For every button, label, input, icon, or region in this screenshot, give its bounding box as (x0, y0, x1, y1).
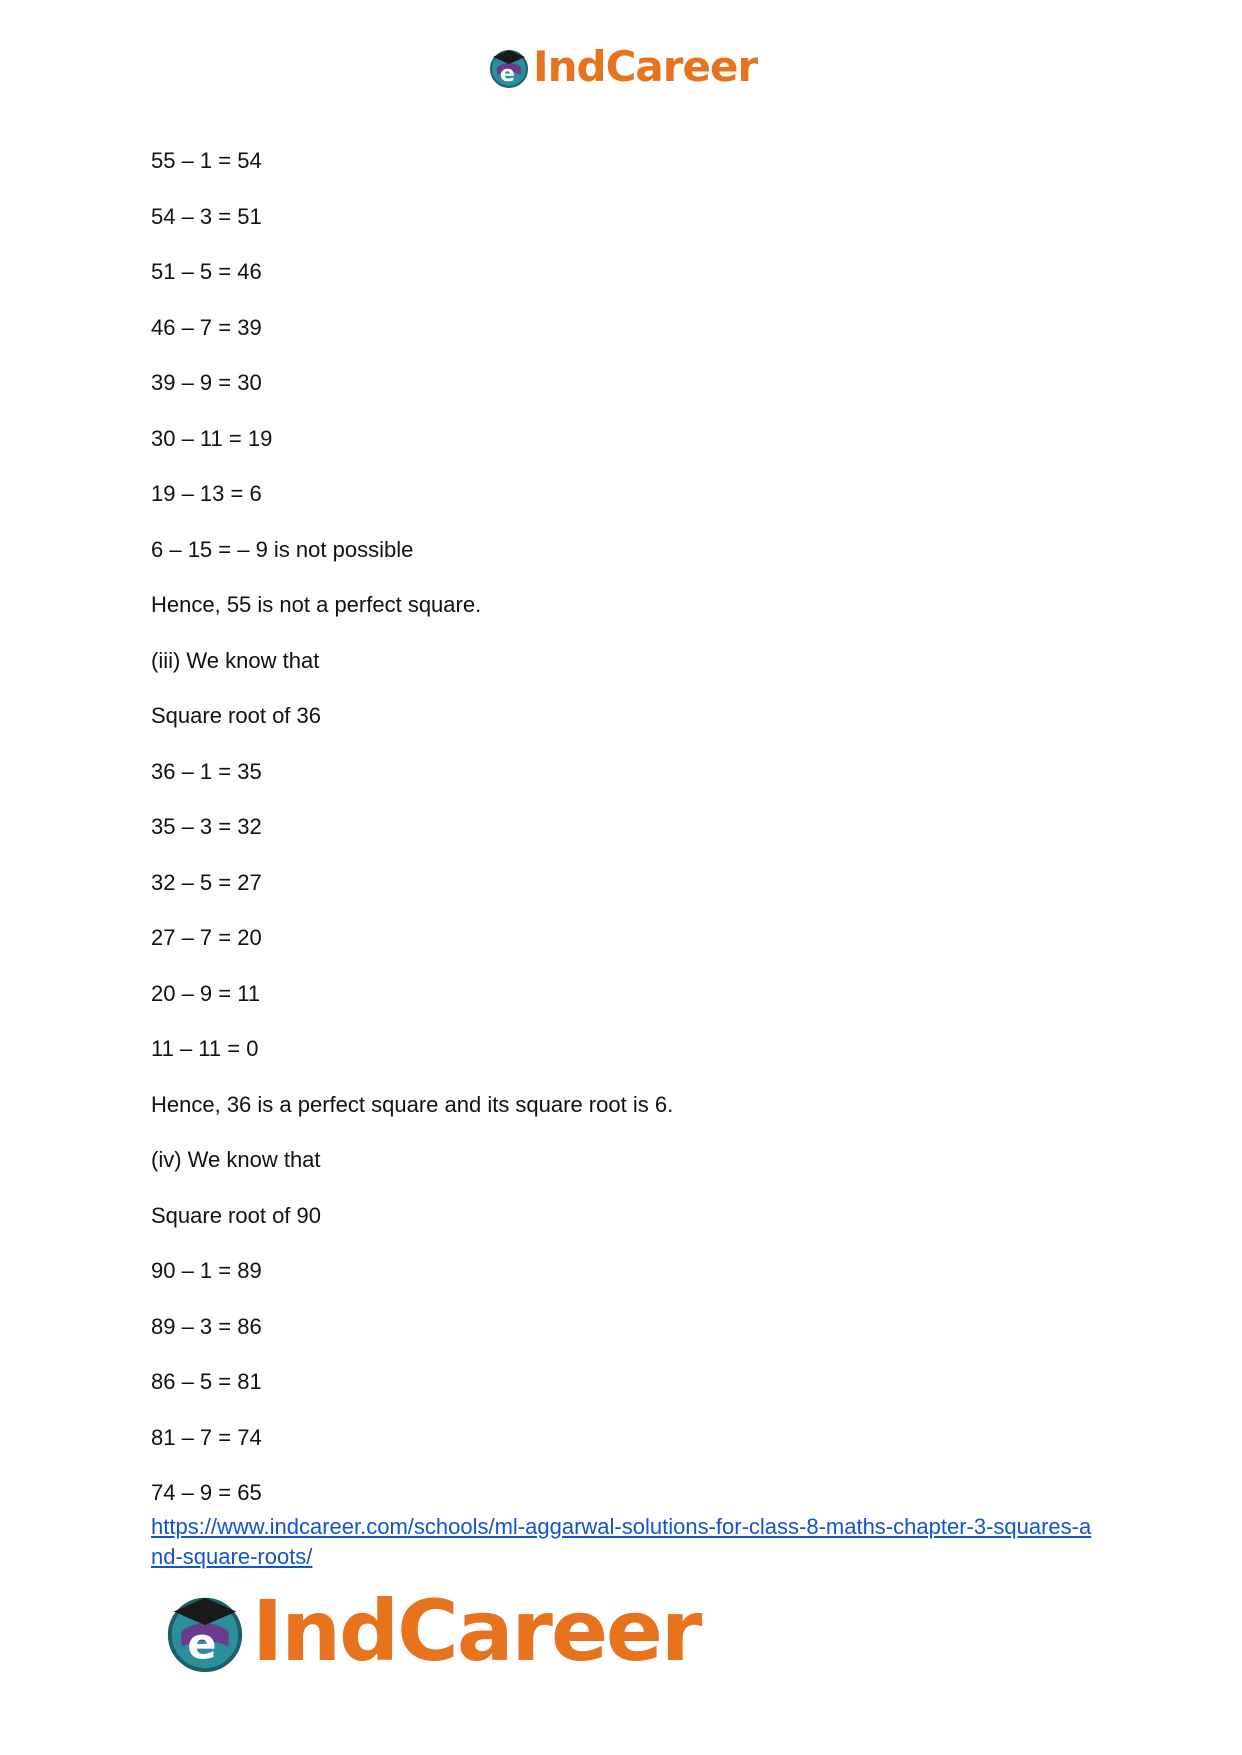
source-url-link[interactable]: https://www.indcareer.com/schools/ml-aggarwal-solutions-for-class-8-maths-chapter-3-squares-and-square-roots/ (151, 1514, 1092, 1569)
text-line: 86 – 5 = 81 (151, 1369, 262, 1394)
text-line: 27 – 7 = 20 (151, 925, 262, 950)
text-line: 30 – 11 = 19 (151, 425, 273, 451)
text-line: Hence, 36 is a perfect square and its square root is 6. (151, 1091, 674, 1117)
footer-logo (162, 1582, 700, 1680)
header-logo (487, 42, 757, 91)
text-line: 20 – 9 = 11 (151, 980, 261, 1006)
svg-text:e: e (500, 61, 515, 87)
text-line: 19 – 13 = 6 (151, 481, 262, 506)
text-line: 54 – 3 = 51 (151, 203, 262, 229)
solution-text (151, 146, 1101, 1534)
text-line: 51 – 5 = 46 (151, 259, 262, 284)
text-line: Square root of 36 (151, 703, 322, 728)
text-line: 6 – 15 = – 9 is not possible (151, 536, 414, 562)
text-line: 35 – 3 = 32 (151, 814, 262, 839)
text-line: 32 – 5 = 27 (151, 869, 262, 895)
text-line: (iii) We know that (151, 647, 320, 673)
text-line: 74 – 9 = 65 (151, 1480, 262, 1505)
text-line: 55 – 1 = 54 (151, 148, 262, 173)
text-line: 36 – 1 = 35 (151, 758, 262, 784)
text-line: (iv) We know that (151, 1147, 321, 1172)
text-line: 90 – 1 = 89 (151, 1258, 262, 1283)
text-line: 39 – 9 = 30 (151, 370, 262, 395)
text-line: Square root of 90 (151, 1202, 322, 1228)
text-line: 81 – 7 = 74 (151, 1424, 262, 1450)
footer-logo-text: IndCareer (252, 1582, 701, 1680)
text-line: 89 – 3 = 86 (151, 1313, 262, 1339)
globe-graduation-icon (487, 45, 531, 89)
globe-graduation-icon (162, 1588, 248, 1674)
text-line: Hence, 55 is not a perfect square. (151, 592, 482, 617)
text-line: 11 – 11 = 0 (151, 1036, 259, 1061)
svg-text:e: e (187, 1619, 217, 1670)
text-line: 46 – 7 = 39 (151, 314, 262, 340)
header-logo-text: IndCareer (533, 42, 758, 91)
